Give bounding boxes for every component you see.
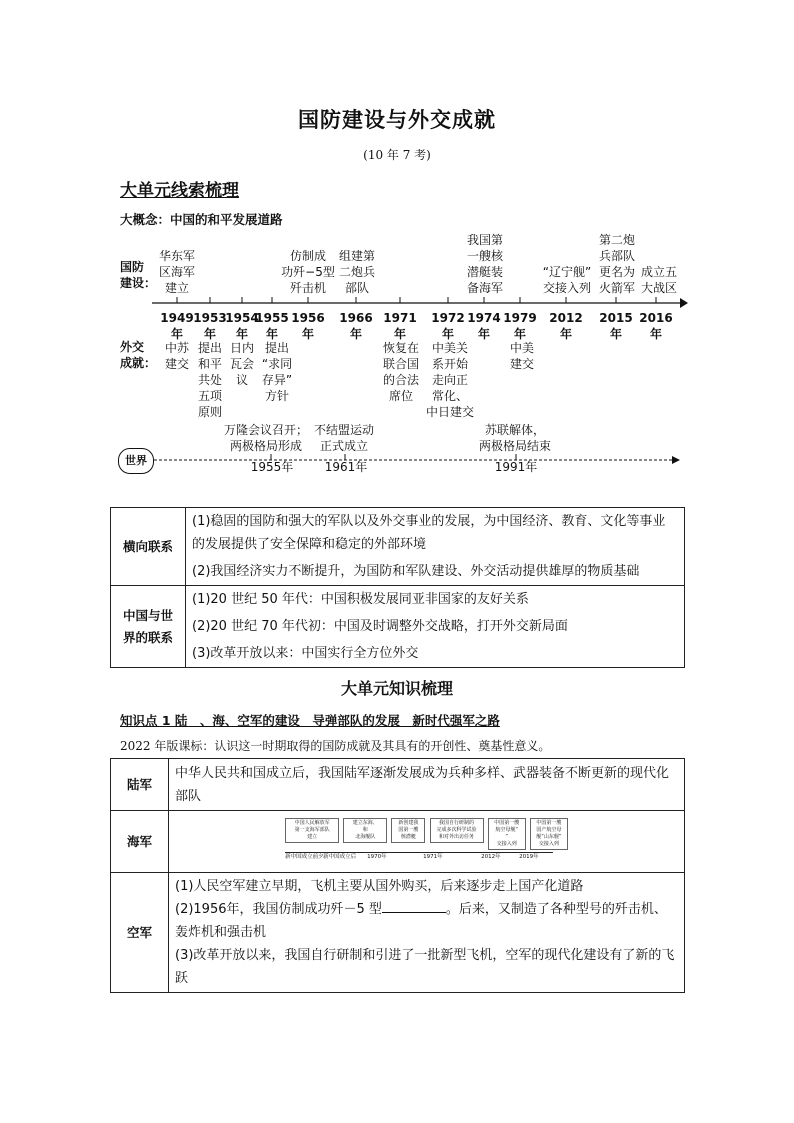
world-year-1991: 1991年 — [494, 460, 538, 474]
year-1955: 1955 年 — [255, 311, 289, 341]
navy-box-1: 中国人民解放军 第一支海军部队 建立 — [285, 818, 339, 843]
navy-axis: 新中国成立前夕新中国成立后 1970年 1971年 2012年 2019年 — [285, 852, 553, 861]
page-subtitle: (10 年 7 考) — [363, 148, 431, 162]
world-row-1: (1)20 世纪 50 年代：中国积极发展同亚非国家的友好关系 — [186, 586, 685, 614]
defense-event-2015: 第二炮 兵部队 更名为 火箭军 — [598, 233, 635, 295]
section-heading-clues: 大单元线索梳理 — [120, 181, 239, 201]
defense-event-2016: 成立五 大战区 — [640, 265, 677, 295]
year-1974: 1974 年 — [467, 311, 501, 341]
navy-box-6: 中国第一艘 国产航空母 舰“山东舰” 交接入列 — [530, 818, 568, 850]
defense-event-1974: 我国第 一艘核 潜艇装 备海军 — [466, 233, 503, 295]
defense-event-1956: 仿制成 功歼−5型 歼击机 — [281, 249, 335, 295]
diplomacy-event-1972: 中美关 系开始 走向正 常化、 中日建交 — [425, 341, 474, 419]
navy-box-2: 建立东海、 和 北海舰队 — [343, 818, 387, 843]
airforce-label: 空军 — [111, 873, 169, 993]
world-axis — [152, 453, 682, 467]
world-event-1961: 不结盟运动 正式成立 — [313, 423, 374, 453]
diplomacy-event-1955: 提出 “求同 存异” 方针 — [261, 341, 293, 403]
navy-box-3: 新创建我 国第一艘 核潜艇 — [391, 818, 425, 843]
diplomacy-event-1953: 提出 和平 共处 五项 原则 — [197, 341, 222, 419]
header-world: 中国与世界的联系 — [111, 586, 186, 668]
airforce-row-1: (1)人民空军建立早期，飞机主要从国外购买，后来逐步走上国产化道路 — [175, 879, 584, 894]
year-2016: 2016 年 — [639, 311, 673, 341]
connections-table — [110, 507, 685, 668]
diplomacy-event-1979: 中美 建交 — [509, 341, 534, 371]
year-1956: 1956 年 — [291, 311, 325, 341]
page-title: 国防建设与外交成就 — [298, 108, 496, 132]
diplomacy-event-1949: 中苏 建交 — [164, 341, 189, 371]
year-1954: 1954 年 — [225, 311, 259, 341]
defense-event-2012: “辽宁舰” 交接入列 — [542, 265, 592, 295]
defense-label: 国防 建设： — [120, 260, 157, 290]
world-event-1955: 万隆会议召开； 两极格局形成 — [223, 423, 308, 453]
year-1972: 1972 年 — [431, 311, 465, 341]
army-label: 陆军 — [111, 759, 169, 811]
world-year-1955: 1955年 — [250, 460, 294, 474]
navy-box-4: 我国自行研制的 完成多次科学试验 和对外出访任务 — [430, 818, 484, 843]
navy-box-5: 中国第一艘 航空母舰“ ” 交接入列 — [488, 818, 526, 850]
curriculum-note: 2022 年版课标：认识这一时期取得的国防成就及其具有的开创性、奠基性意义。 — [120, 739, 551, 753]
airforce-row-3: (3)改革开放以来，我国自行研制和引进了一批新型飞机，空军的现代化建设有了新的飞跃 — [175, 948, 675, 986]
answer-blank[interactable] — [382, 898, 446, 913]
diplomacy-event-1954: 日内 瓦会 议 — [229, 341, 254, 387]
timeline-axis — [150, 296, 690, 310]
world-year-1961: 1961年 — [324, 460, 368, 474]
military-table — [110, 758, 685, 993]
year-1953: 1953 年 — [193, 311, 227, 341]
year-2012: 2012 年 — [549, 311, 583, 341]
year-1949: 1949 年 — [160, 311, 194, 341]
world-badge: 世界 — [118, 448, 154, 474]
airforce-text — [169, 873, 685, 993]
year-2015: 2015 年 — [599, 311, 633, 341]
diplomacy-label: 外交 成就： — [120, 340, 157, 370]
world-row-2: (2)20 世纪 70 年代初：中国及时调整外交战略，打开外交新局面 — [186, 613, 685, 640]
defense-event-1966: 组建第 二炮兵 部队 — [338, 249, 375, 295]
navy-figure — [169, 811, 685, 873]
year-1966: 1966 年 — [339, 311, 373, 341]
horizontal-row-1: (1)稳固的国防和强大的军队以及外交事业的发展，为中国经济、教育、文化等事业的发展提供了安全保障和稳定的外部环境 — [186, 508, 685, 559]
big-concept: 大概念：中国的和平发展道路 — [120, 212, 283, 227]
knowledge-point-1: 知识点 1 陆 、海、空军的建设 导弹部队的发展 新时代强军之路 — [120, 713, 500, 728]
year-1979: 1979 年 — [503, 311, 537, 341]
defense-event-1949: 华东军 区海军 建立 — [158, 249, 195, 295]
world-event-1991: 苏联解体， 两极格局结束 — [478, 423, 551, 453]
navy-label: 海军 — [111, 811, 169, 873]
diplomacy-event-1971: 恢复在 联合国 的合法 席位 — [382, 341, 419, 403]
army-text: 中华人民共和国成立后，我国陆军逐渐发展成为兵种多样、武器装备不断更新的现代化部队 — [169, 759, 685, 811]
section-heading-knowledge: 大单元知识梳理 — [340, 679, 453, 698]
airforce-row-2: (2)1956年，我国仿制成功歼－5 型 。后来，又制造了各种型号的歼击机、轰炸机和强击机 — [175, 898, 678, 944]
world-row-3: (3)改革开放以来：中国实行全方位外交 — [186, 640, 685, 668]
year-1971: 1971 年 — [383, 311, 417, 341]
horizontal-row-2: (2)我国经济实力不断提升，为国防和军队建设、外交活动提供雄厚的物质基础 — [186, 558, 685, 586]
header-horizontal: 横向联系 — [111, 508, 186, 586]
